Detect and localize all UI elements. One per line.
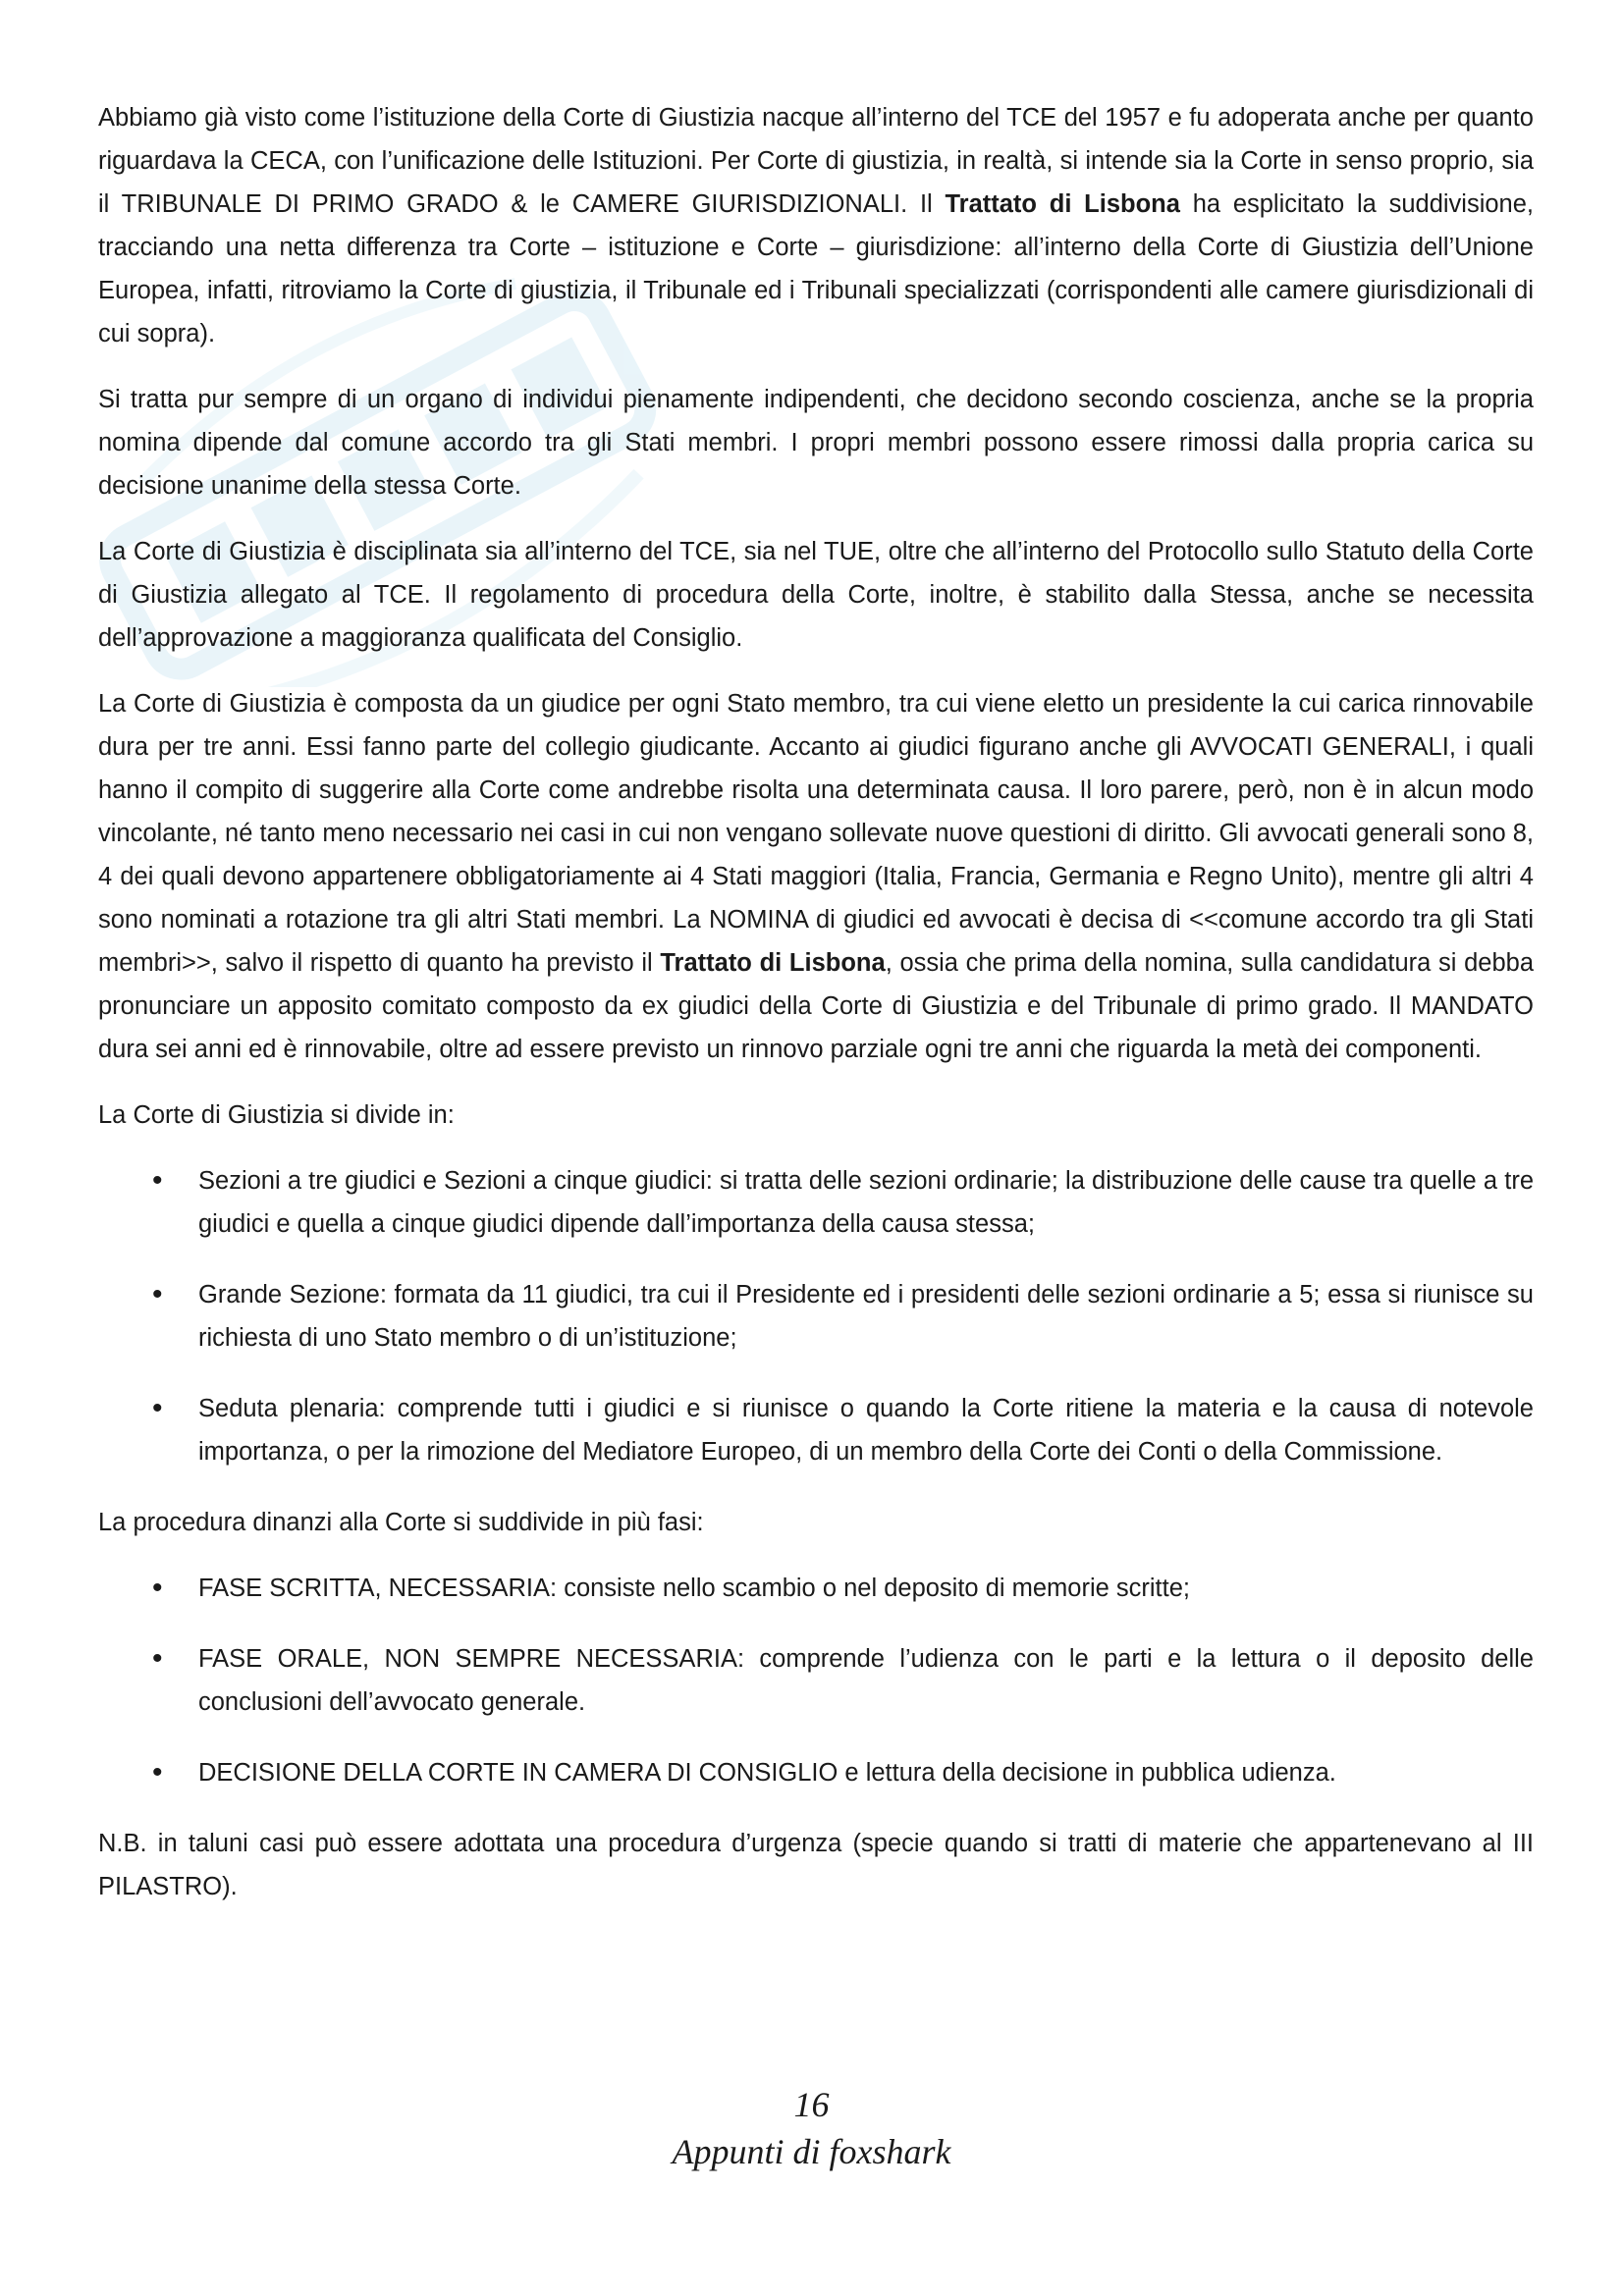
paragraph-procedure-intro: La procedura dinanzi alla Corte si suddivide in più fasi: [98, 1509, 704, 1536]
paragraph-text: ha esplicitato la suddivisione, tracciando una netta differenza tra Corte – istituzione e Corte – giurisdizione: all’interno della Corte di Giustizia dell’Unione Europea, infatti, ritroviamo la Corte di giustizia, il Tribunale ed i Tribunali specializzati (corrispondenti alle camere giurisdizionali di cui sopra). [98, 190, 1534, 347]
paragraph-regulation: La Corte di Giustizia è disciplinata sia all’interno del TCE, sia nel TUE, oltre che all’interno del Protocollo sullo Statuto della Corte di Giustizia allegato al TCE. Il regolamento di procedura della Corte, inoltre, è stabilito dalla Stessa, anche se necessita dell’approvazione a maggioranza qualificata del Consiglio. [98, 538, 1534, 652]
list-item-text: Sezioni a tre giudici e Sezioni a cinque giudici: si tratta delle sezioni ordinarie; la distribuzione delle cause tra quelle a tre giudici e quella a cinque giudici dipende dall’importanza della causa stessa; [198, 1167, 1534, 1238]
page-footer [0, 2081, 1623, 2175]
bold-treaty-name: Trattato di Lisbona [660, 949, 886, 977]
bullet-icon: • [152, 1278, 163, 1310]
paragraph-text: La Corte di Giustizia è composta da un giudice per ogni Stato membro, tra cui viene eletto un presidente la cui carica rinnovabile dura per tre anni. Essi fanno parte del collegio giudicante. Accanto ai giudici figurano anche gli AVVOCATI GENERALI, i quali hanno il compito di suggerire alla Corte come andrebbe risolta una determinata causa. Il loro parere, però, non è in alcun modo vincolante, né tanto meno necessario nei casi in cui non vengano sollevate nuove questioni di diritto. Gli avvocati generali sono 8, 4 dei quali devono appartenere obbligatoriamente ai 4 Stati maggiori (Italia, Francia, Germania e Regno Unito), mentre gli altri 4 sono nominati a rotazione tra gli altri Stati membri. La NOMINA di giudici ed avvocati è decisa di <<comune accordo tra gli Stati membri>>, salvo il rispetto di quanto ha previsto il [98, 690, 1534, 977]
paragraph-composition [98, 682, 1534, 1071]
bullet-icon: • [152, 1164, 163, 1197]
paragraph-note: N.B. in taluni casi può essere adottata una procedura d’urgenza (specie quando si tratti di materie che appartenevano al III PILASTRO). [98, 1830, 1534, 1900]
list-item [98, 1637, 1534, 1724]
bold-treaty-name: Trattato di Lisbona [945, 190, 1180, 218]
list-item [98, 1159, 1534, 1246]
sections-list [98, 1159, 1534, 1473]
list-item-text: DECISIONE DELLA CORTE IN CAMERA DI CONSIGLIO e lettura della decisione in pubblica udienza. [198, 1759, 1336, 1787]
phases-list [98, 1567, 1534, 1794]
list-item-text: Grande Sezione: formata da 11 giudici, tra cui il Presidente ed i presidenti delle sezioni ordinarie a 5; essa si riunisce su richiesta di uno Stato membro o di un’istituzione; [198, 1281, 1534, 1352]
bullet-icon: • [152, 1572, 163, 1604]
page-number: 16 [793, 2085, 830, 2124]
list-item-text: FASE SCRITTA, NECESSARIA: consiste nello scambio o nel deposito di memorie scritte; [198, 1575, 1190, 1602]
list-item-text: FASE ORALE, NON SEMPRE NECESSARIA: comprende l’udienza con le parti e la lettura o il deposito delle conclusioni dell’avvocato generale. [198, 1645, 1534, 1716]
bullet-icon: • [152, 1392, 163, 1424]
list-item [98, 1273, 1534, 1360]
document-body [98, 96, 1534, 1931]
list-item [98, 1567, 1534, 1610]
paragraph-court-institution [98, 96, 1534, 355]
list-item [98, 1751, 1534, 1794]
bullet-icon: • [152, 1756, 163, 1789]
paragraph-text: , ossia che prima della nomina, sulla candidatura si debba pronunciare un apposito comitato composto da ex giudici della Corte di Giustizia e del Tribunale di primo grado. Il MANDATO dura sei anni ed è rinnovabile, oltre ad essere previsto un rinnovo parziale ogni tre anni che riguarda la metà dei componenti. [98, 949, 1534, 1063]
footer-caption: Appunti di foxshark [672, 2132, 951, 2171]
paragraph-text: Abbiamo già visto come l’istituzione della Corte di Giustizia nacque all’interno del TCE del 1957 e fu adoperata anche per quanto riguardava la CECA, con l’unificazione delle Istituzioni. Per Corte di giustizia, in realtà, si intende sia la Corte in senso proprio, sia il TRIBUNALE DI PRIMO GRADO & le CAMERE GIURISDIZIONALI. Il [98, 104, 1534, 218]
bullet-icon: • [152, 1642, 163, 1675]
list-item-text: Seduta plenaria: comprende tutti i giudici e si riunisce o quando la Corte ritiene la materia e la causa di notevole importanza, o per la rimozione del Mediatore Europeo, di un membro della Corte dei Conti o della Commissione. [198, 1395, 1534, 1466]
list-item [98, 1387, 1534, 1473]
paragraph-independence: Si tratta pur sempre di un organo di individui pienamente indipendenti, che decidono secondo coscienza, anche se la propria nomina dipende dal comune accordo tra gli Stati membri. I propri membri possono essere rimossi dalla propria carica su decisione unanime della stessa Corte. [98, 386, 1534, 500]
paragraph-division-intro: La Corte di Giustizia si divide in: [98, 1101, 455, 1129]
